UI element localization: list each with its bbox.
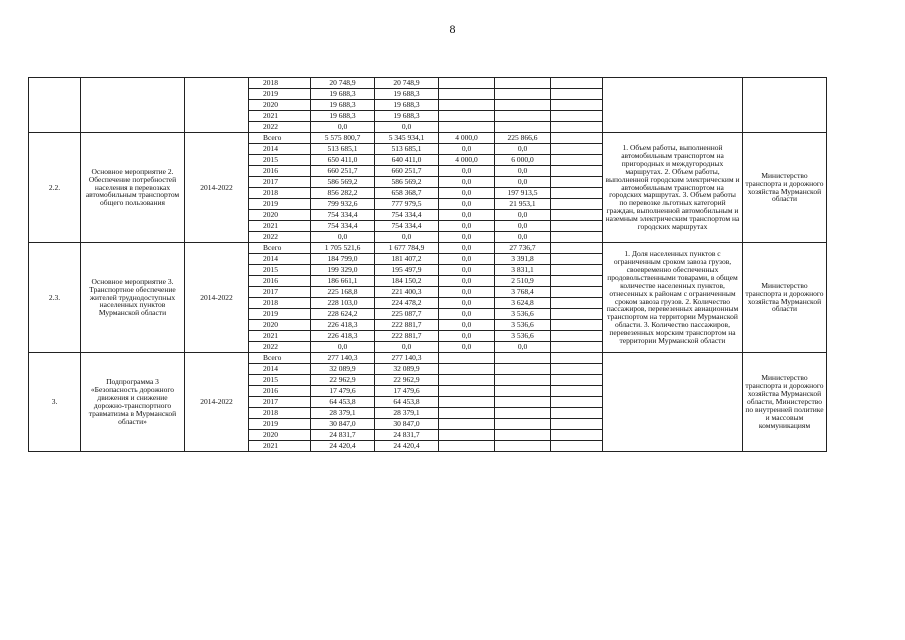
year-cell: 2015 (249, 375, 311, 386)
other-sources-cell (495, 386, 551, 397)
year-cell: 2014 (249, 364, 311, 375)
empty-cell (551, 243, 603, 254)
year-cell: 2016 (249, 386, 311, 397)
empty-cell (551, 111, 603, 122)
year-cell: 2019 (249, 419, 311, 430)
page-number: 8 (449, 22, 456, 36)
period-cell: 2014-2022 (185, 133, 249, 243)
total-cell: 754 334,4 (311, 210, 375, 221)
other-sources-cell: 3 391,8 (495, 254, 551, 265)
empty-cell (551, 298, 603, 309)
federal-budget-cell (439, 100, 495, 111)
regional-budget-cell: 5 345 934,1 (375, 133, 439, 144)
empty-cell (551, 375, 603, 386)
year-cell: 2018 (249, 298, 311, 309)
table-row (29, 353, 827, 364)
year-cell: 2018 (249, 408, 311, 419)
federal-budget-cell (439, 364, 495, 375)
empty-cell (551, 199, 603, 210)
year-cell: 2021 (249, 331, 311, 342)
other-sources-cell: 0,0 (495, 210, 551, 221)
total-cell: 19 688,3 (311, 89, 375, 100)
empty-cell (551, 122, 603, 133)
other-sources-cell (495, 441, 551, 452)
federal-budget-cell: 0,0 (439, 254, 495, 265)
other-sources-cell (495, 430, 551, 441)
total-cell: 24 831,7 (311, 430, 375, 441)
total-cell: 186 661,1 (311, 276, 375, 287)
year-cell: 2017 (249, 397, 311, 408)
total-cell: 24 420,4 (311, 441, 375, 452)
federal-budget-cell: 0,0 (439, 177, 495, 188)
year-cell: 2019 (249, 199, 311, 210)
year-cell: Всего (249, 353, 311, 364)
regional-budget-cell: 19 688,3 (375, 111, 439, 122)
empty-cell (551, 342, 603, 353)
total-cell: 754 334,4 (311, 221, 375, 232)
regional-budget-cell: 513 685,1 (375, 144, 439, 155)
other-sources-cell: 0,0 (495, 144, 551, 155)
other-sources-cell: 3 536,6 (495, 331, 551, 342)
row-number-cell: 2.2. (29, 133, 81, 243)
total-cell: 799 932,6 (311, 199, 375, 210)
other-sources-cell: 21 953,1 (495, 199, 551, 210)
empty-cell (551, 331, 603, 342)
total-cell: 28 379,1 (311, 408, 375, 419)
federal-budget-cell: 4 000,0 (439, 133, 495, 144)
total-cell: 30 847,0 (311, 419, 375, 430)
activity-name-cell: Основное мероприятие 3. Транспортное обеспечение жителей труднодоступных населенных пунктов Мурманской области (81, 243, 185, 353)
other-sources-cell (495, 375, 551, 386)
regional-budget-cell: 1 677 784,9 (375, 243, 439, 254)
empty-cell (551, 364, 603, 375)
table-row (29, 243, 827, 254)
year-cell: 2015 (249, 155, 311, 166)
empty-cell (551, 320, 603, 331)
total-cell: 225 168,8 (311, 287, 375, 298)
empty-cell (551, 232, 603, 243)
regional-budget-cell: 32 089,9 (375, 364, 439, 375)
total-cell: 184 799,0 (311, 254, 375, 265)
result-indicator-cell: 1. Доля населенных пунктов с ограниченным сроком завоза грузов, своевременно обеспеченных продовольственными товарами, в общем количестве населенных пунктов, отнесенных к районам с ограниченным сроком завоза грузов. 2. Количество пассажиров, перевезенных авиационным транспортом на территории Мурманской области. 3. Количество пассажиров, перевезенных морским транспортом на территории Мурманской области (603, 243, 743, 353)
regional-budget-cell: 586 569,2 (375, 177, 439, 188)
result-indicator-cell (603, 353, 743, 452)
empty-cell (551, 100, 603, 111)
empty-cell (551, 386, 603, 397)
activity-name-cell (81, 78, 185, 133)
federal-budget-cell (439, 375, 495, 386)
regional-budget-cell: 28 379,1 (375, 408, 439, 419)
empty-cell (551, 221, 603, 232)
regional-budget-cell: 30 847,0 (375, 419, 439, 430)
row-number-cell: 2.3. (29, 243, 81, 353)
other-sources-cell: 3 831,1 (495, 265, 551, 276)
other-sources-cell: 3 768,4 (495, 287, 551, 298)
regional-budget-cell: 222 881,7 (375, 320, 439, 331)
result-indicator-cell: 1. Объем работы, выполненной автомобильным транспортом на пригородных и междугородных маршрутах. 2. Объем работы, выполненной городским электрическим и автомобильным транспортом на городских маршрутах. 3. Объем работы по перевозке льготных категорий граждан, выполненной автомобильным и наземным электрическим транспортом на городских маршрутах (603, 133, 743, 243)
table-row (29, 78, 827, 89)
year-cell: 2020 (249, 100, 311, 111)
year-cell: 2020 (249, 320, 311, 331)
federal-budget-cell: 0,0 (439, 144, 495, 155)
regional-budget-cell: 24 831,7 (375, 430, 439, 441)
year-cell: 2014 (249, 254, 311, 265)
federal-budget-cell (439, 89, 495, 100)
empty-cell (551, 188, 603, 199)
total-cell: 660 251,7 (311, 166, 375, 177)
empty-cell (551, 419, 603, 430)
empty-cell (551, 254, 603, 265)
year-cell: Всего (249, 133, 311, 144)
total-cell: 856 282,2 (311, 188, 375, 199)
total-cell: 226 418,3 (311, 320, 375, 331)
period-cell (185, 78, 249, 133)
result-indicator-cell (603, 78, 743, 133)
regional-budget-cell: 658 368,7 (375, 188, 439, 199)
federal-budget-cell (439, 111, 495, 122)
other-sources-cell: 0,0 (495, 342, 551, 353)
year-cell: 2021 (249, 221, 311, 232)
federal-budget-cell (439, 397, 495, 408)
other-sources-cell (495, 122, 551, 133)
federal-budget-cell (439, 386, 495, 397)
federal-budget-cell: 4 000,0 (439, 155, 495, 166)
empty-cell (551, 430, 603, 441)
regional-budget-cell: 0,0 (375, 232, 439, 243)
empty-cell (551, 265, 603, 276)
other-sources-cell (495, 408, 551, 419)
federal-budget-cell: 0,0 (439, 298, 495, 309)
regional-budget-cell: 184 150,2 (375, 276, 439, 287)
responsible-cell: Министерство транспорта и дорожного хозяйства Мурманской области, Министерство по внутренней политике и массовым коммуникациям (743, 353, 827, 452)
empty-cell (551, 309, 603, 320)
responsible-cell: Министерство транспорта и дорожного хозяйства Мурманской области (743, 133, 827, 243)
regional-budget-cell: 277 140,3 (375, 353, 439, 364)
year-cell: 2019 (249, 309, 311, 320)
responsible-cell (743, 78, 827, 133)
federal-budget-cell: 0,0 (439, 243, 495, 254)
federal-budget-cell: 0,0 (439, 166, 495, 177)
regional-budget-cell: 222 881,7 (375, 331, 439, 342)
federal-budget-cell (439, 441, 495, 452)
total-cell: 0,0 (311, 232, 375, 243)
federal-budget-cell: 0,0 (439, 265, 495, 276)
federal-budget-cell: 0,0 (439, 188, 495, 199)
regional-budget-cell: 221 400,3 (375, 287, 439, 298)
regional-budget-cell: 754 334,4 (375, 210, 439, 221)
empty-cell (551, 353, 603, 364)
federal-budget-cell: 0,0 (439, 309, 495, 320)
row-number-cell (29, 78, 81, 133)
total-cell: 20 748,9 (311, 78, 375, 89)
federal-budget-cell: 0,0 (439, 331, 495, 342)
year-cell: 2018 (249, 188, 311, 199)
total-cell: 586 569,2 (311, 177, 375, 188)
other-sources-cell: 3 536,6 (495, 309, 551, 320)
year-cell: 2017 (249, 177, 311, 188)
year-cell: 2022 (249, 122, 311, 133)
year-cell: 2016 (249, 166, 311, 177)
other-sources-cell (495, 353, 551, 364)
program-funding-table (28, 77, 827, 452)
other-sources-cell: 0,0 (495, 166, 551, 177)
other-sources-cell: 197 913,5 (495, 188, 551, 199)
regional-budget-cell: 24 420,4 (375, 441, 439, 452)
empty-cell (551, 210, 603, 221)
federal-budget-cell (439, 419, 495, 430)
regional-budget-cell: 777 979,5 (375, 199, 439, 210)
regional-budget-cell: 754 334,4 (375, 221, 439, 232)
regional-budget-cell: 225 087,7 (375, 309, 439, 320)
total-cell: 19 688,3 (311, 100, 375, 111)
activity-name-cell: Основное мероприятие 2. Обеспечение потребностей населения в перевозках автомобильным транспортом общего пользования (81, 133, 185, 243)
total-cell: 17 479,6 (311, 386, 375, 397)
other-sources-cell: 0,0 (495, 221, 551, 232)
regional-budget-cell: 640 411,0 (375, 155, 439, 166)
regional-budget-cell: 224 478,2 (375, 298, 439, 309)
other-sources-cell (495, 397, 551, 408)
year-cell: 2015 (249, 265, 311, 276)
regional-budget-cell: 181 407,2 (375, 254, 439, 265)
other-sources-cell (495, 364, 551, 375)
regional-budget-cell: 22 962,9 (375, 375, 439, 386)
total-cell: 0,0 (311, 122, 375, 133)
total-cell: 650 411,0 (311, 155, 375, 166)
year-cell: 2016 (249, 276, 311, 287)
regional-budget-cell: 19 688,3 (375, 100, 439, 111)
other-sources-cell (495, 419, 551, 430)
total-cell: 32 089,9 (311, 364, 375, 375)
federal-budget-cell (439, 353, 495, 364)
other-sources-cell (495, 89, 551, 100)
other-sources-cell (495, 78, 551, 89)
total-cell: 64 453,8 (311, 397, 375, 408)
other-sources-cell (495, 100, 551, 111)
empty-cell (551, 166, 603, 177)
other-sources-cell: 0,0 (495, 177, 551, 188)
year-cell: 2022 (249, 342, 311, 353)
other-sources-cell: 3 536,6 (495, 320, 551, 331)
federal-budget-cell: 0,0 (439, 210, 495, 221)
total-cell: 277 140,3 (311, 353, 375, 364)
empty-cell (551, 408, 603, 419)
other-sources-cell: 6 000,0 (495, 155, 551, 166)
year-cell: 2018 (249, 78, 311, 89)
year-cell: 2020 (249, 430, 311, 441)
total-cell: 19 688,3 (311, 111, 375, 122)
federal-budget-cell: 0,0 (439, 221, 495, 232)
federal-budget-cell (439, 78, 495, 89)
federal-budget-cell (439, 408, 495, 419)
empty-cell (551, 133, 603, 144)
year-cell: 2014 (249, 144, 311, 155)
other-sources-cell: 225 866,6 (495, 133, 551, 144)
year-cell: 2017 (249, 287, 311, 298)
regional-budget-cell: 660 251,7 (375, 166, 439, 177)
total-cell: 513 685,1 (311, 144, 375, 155)
federal-budget-cell: 0,0 (439, 342, 495, 353)
other-sources-cell: 3 624,8 (495, 298, 551, 309)
year-cell: 2019 (249, 89, 311, 100)
year-cell: Всего (249, 243, 311, 254)
federal-budget-cell: 0,0 (439, 276, 495, 287)
regional-budget-cell: 64 453,8 (375, 397, 439, 408)
year-cell: 2021 (249, 111, 311, 122)
total-cell: 228 624,2 (311, 309, 375, 320)
other-sources-cell: 27 736,7 (495, 243, 551, 254)
other-sources-cell: 0,0 (495, 232, 551, 243)
empty-cell (551, 397, 603, 408)
activity-name-cell: Подпрограмма 3 «Безопасность дорожного движения и снижение дорожно-транспортного травматизма в Мурманской области» (81, 353, 185, 452)
regional-budget-cell: 0,0 (375, 122, 439, 133)
year-cell: 2021 (249, 441, 311, 452)
period-cell: 2014-2022 (185, 353, 249, 452)
year-cell: 2022 (249, 232, 311, 243)
row-number-cell: 3. (29, 353, 81, 452)
empty-cell (551, 177, 603, 188)
other-sources-cell: 2 510,9 (495, 276, 551, 287)
total-cell: 1 705 521,6 (311, 243, 375, 254)
empty-cell (551, 89, 603, 100)
federal-budget-cell (439, 430, 495, 441)
federal-budget-cell: 0,0 (439, 232, 495, 243)
total-cell: 226 418,3 (311, 331, 375, 342)
regional-budget-cell: 195 497,9 (375, 265, 439, 276)
federal-budget-cell: 0,0 (439, 320, 495, 331)
total-cell: 228 103,0 (311, 298, 375, 309)
total-cell: 22 962,9 (311, 375, 375, 386)
period-cell: 2014-2022 (185, 243, 249, 353)
federal-budget-cell: 0,0 (439, 199, 495, 210)
table-row (29, 133, 827, 144)
year-cell: 2020 (249, 210, 311, 221)
regional-budget-cell: 0,0 (375, 342, 439, 353)
total-cell: 0,0 (311, 342, 375, 353)
responsible-cell: Министерство транспорта и дорожного хозяйства Мурманской области (743, 243, 827, 353)
empty-cell (551, 78, 603, 89)
total-cell: 199 329,0 (311, 265, 375, 276)
federal-budget-cell: 0,0 (439, 287, 495, 298)
regional-budget-cell: 20 748,9 (375, 78, 439, 89)
regional-budget-cell: 17 479,6 (375, 386, 439, 397)
empty-cell (551, 276, 603, 287)
empty-cell (551, 155, 603, 166)
empty-cell (551, 287, 603, 298)
other-sources-cell (495, 111, 551, 122)
federal-budget-cell (439, 122, 495, 133)
empty-cell (551, 144, 603, 155)
total-cell: 5 575 800,7 (311, 133, 375, 144)
empty-cell (551, 441, 603, 452)
regional-budget-cell: 19 688,3 (375, 89, 439, 100)
